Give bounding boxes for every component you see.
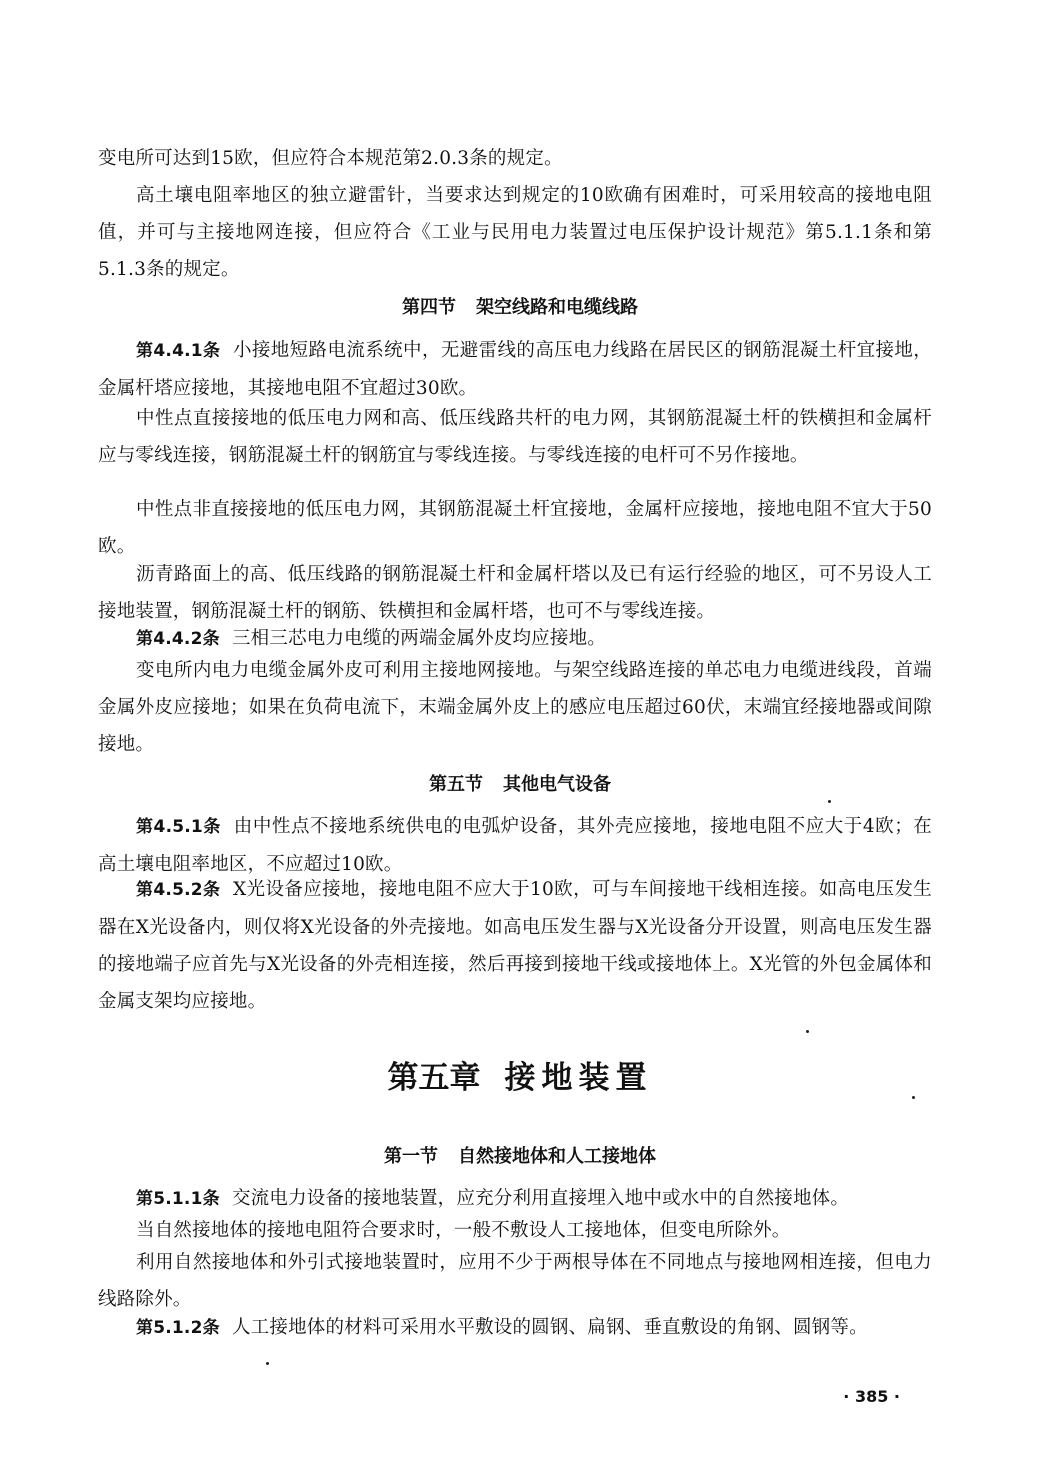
paragraph-cable-sheath: 变电所内电力电缆金属外皮可利用主接地网接地。与架空线路连接的单芯电力电缆进线段，首端金属外皮应接地；如果在负荷电流下，末端金属外皮上的感应电压超过60伏，末端宜经接地器或间隙接地。 xyxy=(98,660,932,755)
chapter-5-heading xyxy=(0,1052,1040,1097)
section-5-1-title: 自然接地体和人工接地体 xyxy=(458,1146,656,1167)
article-label: 第4.4.2条 xyxy=(136,629,220,649)
chapter-title: 接地装置 xyxy=(504,1060,653,1096)
section-5-number: 第五节 xyxy=(429,774,483,795)
article-text: 由中性点不接地系统供电的电弧炉设备，其外壳应接地，接地电阻不应大于4欧；在高土壤电阻率地区，不应超过10欧。 xyxy=(98,816,932,875)
section-4-heading xyxy=(0,293,1040,319)
article-label: 第4.5.1条 xyxy=(136,817,221,837)
paragraph-external-electrode: 利用自然接地体和外引式接地装置时，应用不少于两根导体在不同地点与接地网相连接，但电力线路除外。 xyxy=(98,1252,932,1310)
paragraph-natural-electrode: 当自然接地体的接地电阻符合要求时，一般不敷设人工接地体，但变电所除外。 xyxy=(136,1220,791,1241)
section-5-heading xyxy=(0,770,1040,796)
section-5-1-number: 第一节 xyxy=(384,1146,438,1167)
scan-speck xyxy=(912,1096,915,1099)
article-text: X光设备应接地，接地电阻不应大于10欧，可与车间接地干线相连接。如高电压发生器在X光设备内，则仅将X光设备的外壳接地。如高电压发生器与X光设备分开设置，则高电压发生器的接地端子应首先与X光设备的外壳相连接，然后再接到接地干线或接地体上。X光管的外包金属体和金属支架均应接地。 xyxy=(98,879,932,1012)
section-5-1-heading xyxy=(0,1142,1040,1168)
article-4-5-2 xyxy=(98,871,932,1020)
chapter-number: 第五章 xyxy=(387,1060,481,1096)
article-text: 三相三芯电力电缆的两端金属外皮均应接地。 xyxy=(231,628,606,649)
article-4-4-1 xyxy=(98,332,932,407)
article-text: 人工接地体的材料可采用水平敷设的圆钢、扁钢、垂直敷设的角钢、圆钢等。 xyxy=(231,1317,868,1338)
paragraph-neutral-direct: 中性点直接接地的低压电力网和高、低压线路共杆的电力网，其钢筋混凝土杆的铁横担和金属杆应与零线连接，钢筋混凝土杆的钢筋宜与零线连接。与零线连接的电杆可不另作接地。 xyxy=(98,408,932,466)
article-text: 交流电力设备的接地装置，应充分利用直接埋入地中或水中的自然接地体。 xyxy=(231,1188,850,1209)
article-label: 第5.1.1条 xyxy=(136,1189,220,1209)
scan-speck xyxy=(266,1362,269,1365)
scan-speck xyxy=(828,800,831,803)
paragraph-asphalt: 沥青路面上的高、低压线路的钢筋混凝土杆和金属杆塔以及已有运行经验的地区，可不另设人工接地装置，钢筋混凝土杆的钢筋、铁横担和金属杆塔，也可不与零线连接。 xyxy=(98,564,932,622)
article-label: 第4.4.1条 xyxy=(136,341,221,361)
article-text: 小接地短路电流系统中，无避雷线的高压电力线路在居民区的钢筋混凝土杆宜接地，金属杆塔应接地，其接地电阻不宜超过30欧。 xyxy=(98,340,932,399)
page-number: · 385 · xyxy=(843,1387,900,1406)
section-4-number: 第四节 xyxy=(402,297,456,318)
article-label: 第4.5.2条 xyxy=(136,880,221,900)
section-5-title: 其他电气设备 xyxy=(503,774,611,795)
paragraph-continuation: 变电所可达到15欧，但应符合本规范第2.0.3条的规定。 xyxy=(98,148,563,169)
article-5-1-2 xyxy=(98,1309,932,1347)
paragraph-lightning-rod: 高土壤电阻率地区的独立避雷针，当要求达到规定的10欧确有困难时，可采用较高的接地电阻值，并可与主接地网连接，但应符合《工业与民用电力装置过电压保护设计规范》第5.1.1条和第5.1.3条的规定。 xyxy=(98,185,932,280)
article-label: 第5.1.2条 xyxy=(136,1318,220,1338)
paragraph-neutral-indirect: 中性点非直接接地的低压电力网，其钢筋混凝土杆宜接地，金属杆应接地，接地电阻不宜大于50欧。 xyxy=(98,499,932,557)
scan-speck xyxy=(806,1030,809,1033)
section-4-title: 架空线路和电缆线路 xyxy=(476,297,638,318)
